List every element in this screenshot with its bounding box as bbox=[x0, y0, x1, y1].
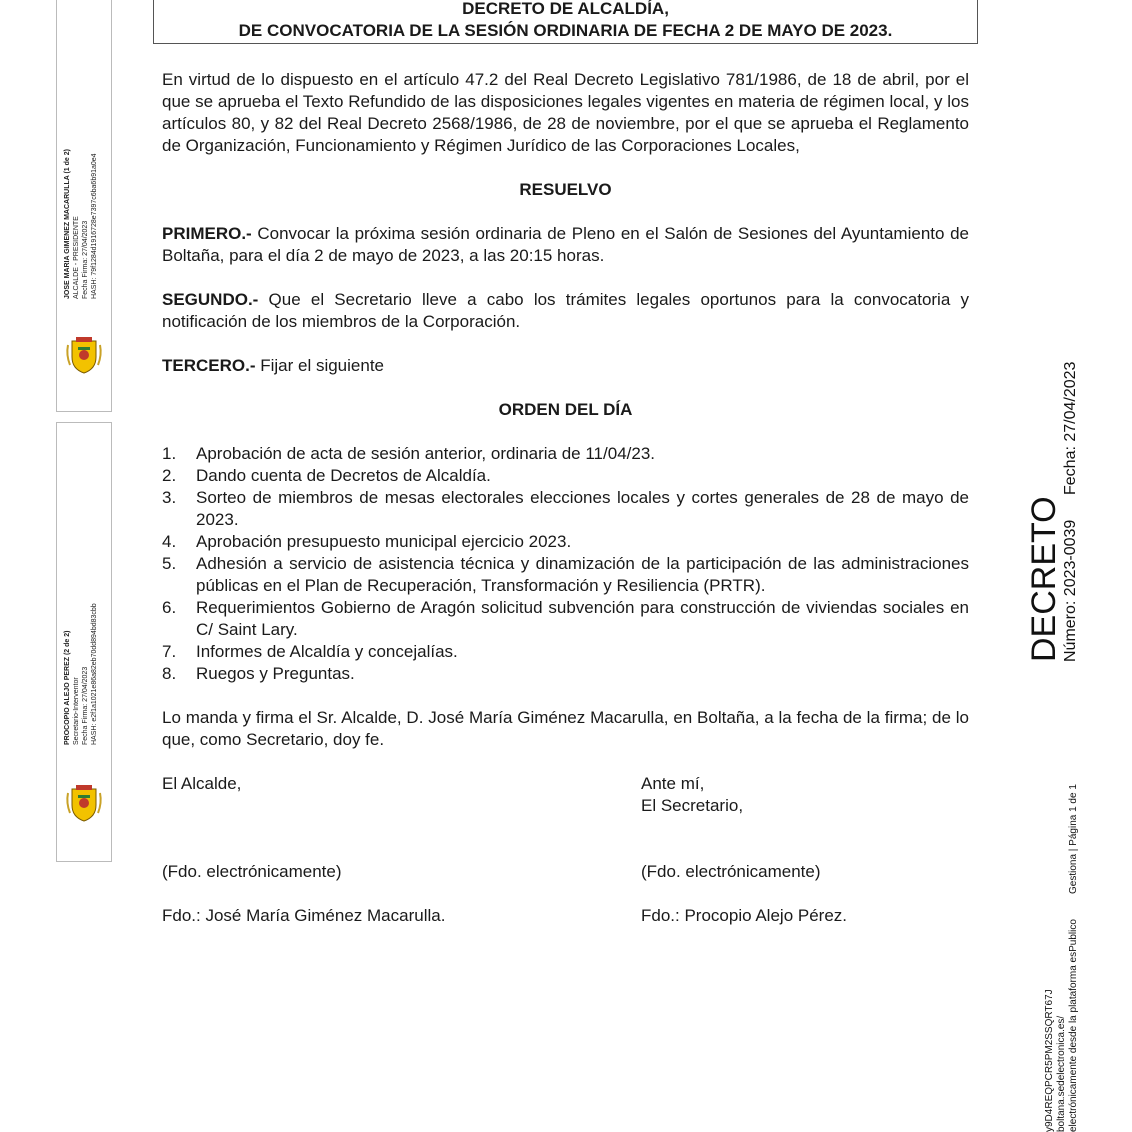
signer-2-date: Fecha Firma: 27/04/2023 bbox=[82, 666, 89, 745]
intro-paragraph: En virtud de lo dispuesto en el artículo 47.2 del Real Decreto Legislativo 781/1986, de 18 de abril, por el que se aprueba el Texto Refundido de las disposiciones legales vigentes en materia de régimen local, y los artículos 80, y 82 del Real Decreto 2568/1986, de 28 de noviembre, por el que se aprueba el Reglamento de Organización, Funcionamiento y Régimen Jurídico de las Corporaciones Locales, bbox=[162, 70, 969, 155]
signer-1-date: Fecha Firma: 27/04/2023 bbox=[82, 220, 89, 299]
municipal-crest-icon bbox=[64, 335, 104, 375]
secretario-name: Fdo.: Procopio Alejo Pérez. bbox=[641, 906, 848, 925]
item-number: 7. bbox=[162, 642, 177, 661]
item-number: 1. bbox=[162, 444, 177, 463]
secretario-fdo-electronico: (Fdo. electrónicamente) bbox=[641, 862, 821, 881]
signer-1-role: ALCALDE - PRESIDENTE bbox=[73, 216, 80, 299]
signature-roles bbox=[162, 773, 969, 817]
signature-electronic bbox=[162, 861, 969, 883]
item-text: Dando cuenta de Decretos de Alcaldía. bbox=[196, 466, 491, 485]
item-text: Requerimientos Gobierno de Aragón solicitud subvención para construcción de viviendas sociales en C/ Saint Lary. bbox=[196, 598, 969, 639]
footer-page-info: Gestiona | Página 1 de 1 bbox=[1068, 784, 1079, 894]
list-item bbox=[162, 487, 969, 531]
segundo-paragraph bbox=[162, 289, 969, 333]
item-number: 5. bbox=[162, 554, 177, 573]
footer-url: boltana.sedelectronica.es/ bbox=[1056, 1015, 1067, 1132]
primero-text: Convocar la próxima sesión ordinaria de Pleno en el Salón de Sesiones del Ayuntamiento de Boltaña, para el día 2 de mayo de 2023, a las 20:15 horas. bbox=[162, 224, 969, 265]
segundo-text: Que el Secretario lleve a cabo los trámites legales oportunos para la convocatoria y notificación de los miembros de la Corporación. bbox=[162, 290, 969, 331]
document-title bbox=[153, 0, 978, 44]
signer-1-name: JOSE MARIA GIMENEZ MACARULLA (1 de 2) bbox=[64, 149, 71, 299]
signer-2-name: PROCOPIO ALEJO PEREZ (2 de 2) bbox=[64, 630, 71, 745]
item-number: 8. bbox=[162, 664, 177, 683]
list-item bbox=[162, 531, 969, 553]
signer-1-hash: HASH: 79f1284d1916728e7397c6ba6b91a0e4 bbox=[91, 153, 98, 299]
alcalde-fdo-electronico: (Fdo. electrónicamente) bbox=[162, 862, 342, 881]
primero-paragraph bbox=[162, 223, 969, 267]
resuelvo-heading: RESUELVO bbox=[519, 180, 612, 199]
item-text: Sorteo de miembros de mesas electorales elecciones locales y cortes generales de 28 de mayo de 2023. bbox=[196, 488, 969, 529]
list-item bbox=[162, 443, 969, 465]
document-body bbox=[162, 69, 969, 927]
orden-del-dia-list bbox=[162, 443, 969, 685]
item-number: 4. bbox=[162, 532, 177, 551]
signer-1-info bbox=[63, 149, 99, 299]
signer-2-role: Secretario-Interventor bbox=[73, 677, 80, 745]
decreto-numero: Número: 2023-0039 bbox=[1062, 519, 1079, 662]
item-number: 6. bbox=[162, 598, 177, 617]
orden-del-dia-heading: ORDEN DEL DÍA bbox=[498, 400, 633, 419]
secretario-label: El Secretario, bbox=[641, 796, 744, 815]
list-item bbox=[162, 641, 969, 663]
title-line-2: DE CONVOCATORIA DE LA SESIÓN ORDINARIA DE FECHA 2 DE MAYO DE 2023. bbox=[238, 21, 893, 40]
signature-names bbox=[162, 905, 969, 927]
tercero-label: TERCERO.- bbox=[162, 356, 256, 375]
list-item bbox=[162, 597, 969, 641]
item-text: Ruegos y Preguntas. bbox=[196, 664, 355, 683]
item-text: Adhesión a servicio de asistencia técnica y dinamización de la participación de las administraciones públicas en el Plan de Recuperación, Transformación y Resiliencia (PRTR). bbox=[196, 554, 969, 595]
footer-csv-code: y9D4REQPCR5PM2SSQRT67J bbox=[1044, 989, 1055, 1132]
secretario-role bbox=[641, 773, 969, 817]
signer-2-info bbox=[63, 603, 99, 745]
ante-mi-label: Ante mí, bbox=[641, 774, 705, 793]
tercero-paragraph bbox=[162, 355, 969, 377]
alcalde-name: Fdo.: José María Giménez Macarulla. bbox=[162, 906, 446, 925]
alcalde-role: El Alcalde, bbox=[162, 774, 242, 793]
footer-platform: electrónicamente desde la plataforma esPublico bbox=[1068, 919, 1079, 1132]
title-line-1: DECRETO DE ALCALDÍA, bbox=[462, 0, 669, 18]
item-text: Aprobación de acta de sesión anterior, ordinaria de 11/04/23. bbox=[196, 444, 655, 463]
decreto-stamp-title: DECRETO bbox=[1025, 496, 1063, 662]
tercero-text: Fijar el siguiente bbox=[255, 356, 385, 375]
list-item bbox=[162, 553, 969, 597]
municipal-crest-icon bbox=[64, 783, 104, 823]
signature-box-2 bbox=[56, 422, 112, 862]
list-item bbox=[162, 663, 969, 685]
signer-2-hash: HASH: e2f1a1021e86a82eb70dd894bd83cbb bbox=[91, 603, 98, 745]
primero-label: PRIMERO.- bbox=[162, 224, 252, 243]
closing-paragraph: Lo manda y firma el Sr. Alcalde, D. José María Giménez Macarulla, en Boltaña, a la fecha de la firma; de lo que, como Secretario, doy fe. bbox=[162, 708, 969, 749]
item-text: Informes de Alcaldía y concejalías. bbox=[196, 642, 458, 661]
list-item bbox=[162, 465, 969, 487]
item-text: Aprobación presupuesto municipal ejercicio 2023. bbox=[196, 532, 572, 551]
item-number: 2. bbox=[162, 466, 177, 485]
decreto-fecha: Fecha: 27/04/2023 bbox=[1062, 361, 1079, 495]
item-number: 3. bbox=[162, 488, 177, 507]
segundo-label: SEGUNDO.- bbox=[162, 290, 259, 309]
signature-box-1 bbox=[56, 0, 112, 412]
